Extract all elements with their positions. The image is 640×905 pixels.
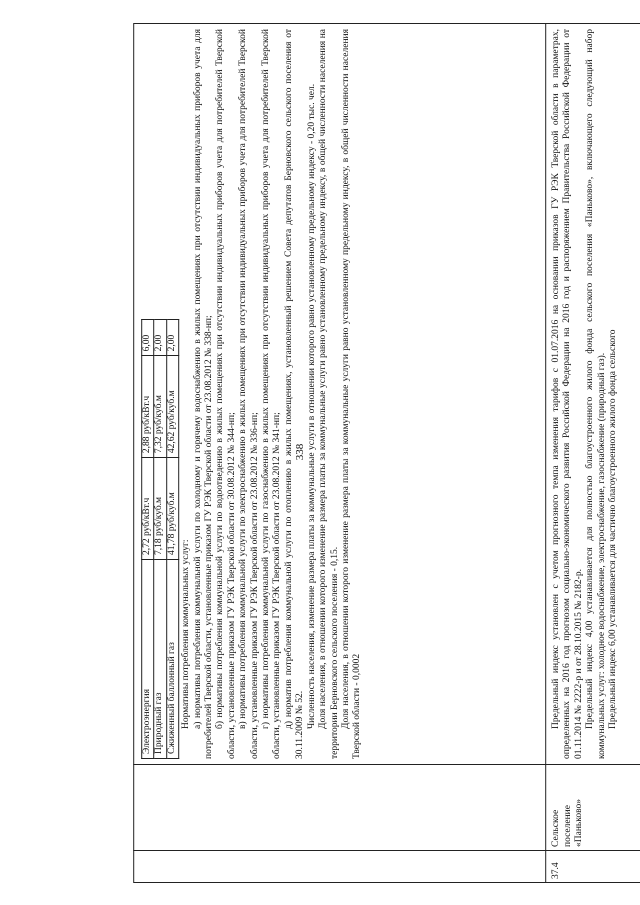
table-row bbox=[142, 319, 154, 758]
tariff-index: 6,00 bbox=[142, 319, 154, 355]
row-37-4-content bbox=[551, 29, 619, 759]
tariff-value-1: 7,18 руб/куб.м bbox=[154, 457, 166, 559]
paragraph-norm-d: д) норматив потребления коммунальной услуги по отоплению в жилых помещениях, установленный решением Совета депутатов Берновского сельского поселения от 30.11.2009 № 52. bbox=[284, 28, 306, 759]
tariff-value-2: 42,62 руб/куб.м bbox=[167, 355, 179, 457]
table-row bbox=[154, 319, 166, 758]
paragraph-index-4: Предельный индекс 4,00 устанавливается для полностью благоустроенного жилого фонда сельского поселения «Паньково», включающего следующий набор коммунальных услуг: холодное водоснабжение, электроснабжение, газоснабжение (природный газ). bbox=[585, 28, 607, 759]
column-divider bbox=[133, 850, 640, 851]
paragraph-index-6: Предельный индекс 6,00 устанавливается для частично благоустроенного жилого фонда сельского bbox=[608, 329, 619, 729]
tariff-table bbox=[141, 319, 179, 759]
row-number: 37.4 bbox=[551, 861, 562, 879]
paragraph-norms-heading: Нормативы потребления коммунальных услуг: bbox=[181, 538, 192, 729]
paragraph-norm-a: а) нормативы потребления коммунальной услуги по холодному и горячему водоснабжению в жилых помещениях при отсутствии индивидуальных приборов учета для потребителей Тверской области, установленные приказом ГУ РЭК Тверской области от 23.08.2012 № 338-нп; bbox=[192, 28, 215, 759]
paragraph-share-region: Доля населения, в отношении которого изменение размера платы за коммунальные услуги равно установленному предельному индексу, в общей численности населения Тверской области - 0,0002 bbox=[341, 28, 363, 759]
tariff-value-2: 7,32 руб/куб.м bbox=[154, 355, 166, 457]
column-divider bbox=[133, 764, 640, 765]
previous-section bbox=[141, 29, 364, 759]
tariff-value-2: 2,88 руб/кВт.ч bbox=[142, 355, 154, 457]
paragraph-index-basis: Предельный индекс установлен с учетом прогнозного темпа изменения тарифов с 01.07.2016 на основании приказов ГУ РЭК Тверской области в параметрах, определенных на 2016 год прогнозом социально-экономического развития Российской Федерации на 2016 год и распоряжением Правительства Российской Федерации от 01.11.2014 № 2222-р и от 28.10.2015 № 2182-р. bbox=[551, 28, 585, 759]
settlement-name: Сельское поселение «Паньково» bbox=[551, 798, 585, 847]
paragraph-share-local: Доля населения, в отношении которого изменение размера платы за коммунальные услуги равно установленному предельному индексу, в общей численности населения на территории Берновского сельского поселения - 0,15. bbox=[318, 28, 340, 759]
tariff-index: 2,00 bbox=[167, 319, 179, 355]
tariff-name: Природный газ bbox=[154, 559, 166, 758]
tariff-name: Электроэнергия bbox=[142, 559, 154, 758]
tariff-index: 2,00 bbox=[154, 319, 166, 355]
table-row bbox=[167, 319, 179, 758]
paragraph-norm-v: в) нормативы потребления коммунальной услуги по электроснабжению в жилых помещениях при отсутствии индивидуальных приборов учета для потребителей Тверской области, установленные приказом ГУ РЭК Тверской области от 23.08.2012 № 336-нп; bbox=[238, 28, 260, 759]
tariff-value-1: 2,72 руб/кВт.ч bbox=[142, 457, 154, 559]
tariff-value-1: 41,78 руб/куб.м bbox=[167, 457, 179, 559]
row-divider bbox=[545, 23, 546, 883]
rotated-page bbox=[133, 23, 640, 883]
tariff-name: Сжиженный баллонный газ bbox=[167, 559, 179, 758]
page-number: 338 bbox=[294, 443, 306, 461]
paragraph-population: Численность населения, изменение размера платы за коммунальные услуги в отношении которого равно установленному предельному индексу - 0,20 тыс. чел. bbox=[306, 83, 317, 729]
paragraph-norm-b: б) нормативы потребления коммунальной услуги по водоотведению в жилых помещениях при отсутствии индивидуальных приборов учета для потребителей Тверской области, установленные приказом ГУ РЭК Тверской области от 30.08.2012 № 344-нп; bbox=[215, 28, 238, 759]
paragraph-norm-g: г) нормативы потребления коммунальной услуги по газоснабжению в жилых помещениях при отсутствии индивидуальных приборов учета для потребителей Тверской области, установленные приказом ГУ РЭК Тверской области от 23.08.2012 № 341-нп; bbox=[261, 28, 283, 759]
